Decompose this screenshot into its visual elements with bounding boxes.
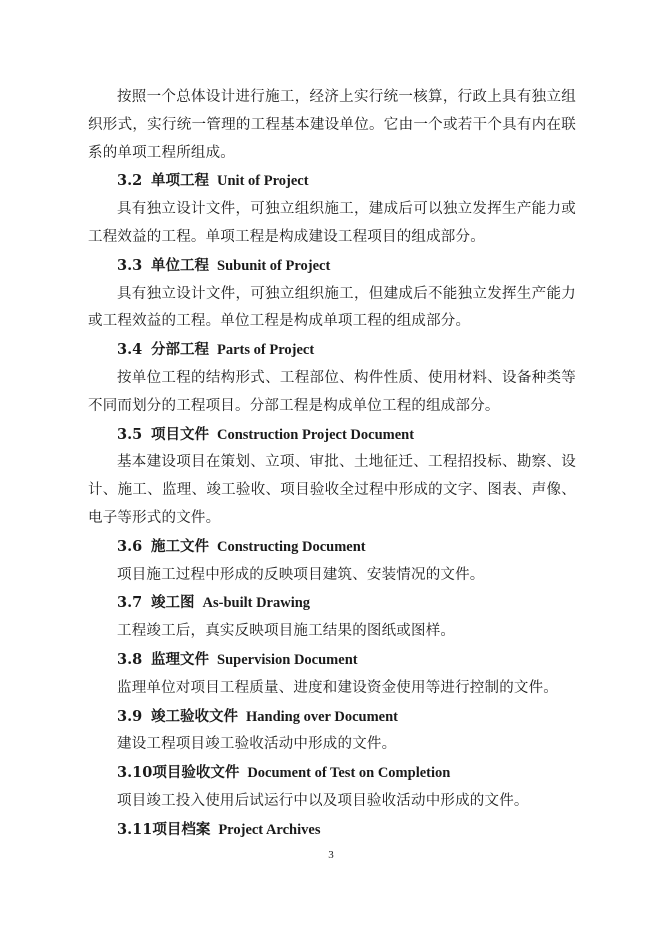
section-title-en: Document of Test on Completion	[247, 765, 451, 782]
section-heading	[88, 167, 576, 196]
document-body	[88, 84, 576, 845]
section-title-cn: 分部工程	[151, 341, 209, 359]
section-heading	[88, 421, 576, 450]
section-body: 工程竣工后，真实反映项目施工结果的图纸或图样。	[117, 623, 456, 640]
section-heading	[88, 533, 576, 562]
section-heading	[88, 589, 576, 618]
section-title-cn: 项目验收文件	[152, 764, 240, 782]
section-body: 按单位工程的结构形式、工程部位、构件性质、使用材料、设备种类等不同而划分的工程项目。分部工程是构成单位工程的组成部分。	[88, 369, 576, 414]
section-title-en: Constructing Document	[217, 538, 366, 555]
section-heading	[88, 816, 576, 845]
section-title-cn: 施工文件	[151, 537, 209, 555]
section-title-en: Construction Project Document	[217, 426, 415, 443]
section-number: 3.4	[117, 341, 143, 359]
section-title-en: Supervision Document	[217, 651, 358, 668]
section-title-en: Subunit of Project	[217, 257, 331, 274]
section-body: 项目竣工投入使用后试运行中以及项目验收活动中形成的文件。	[117, 792, 529, 809]
section-title-cn: 项目文件	[151, 425, 209, 443]
section-number: 3.5	[117, 425, 143, 443]
section-title-en: Handing over Document	[246, 708, 398, 725]
section-title-cn: 竣工图	[151, 594, 195, 612]
section-3-10	[88, 759, 576, 816]
section-title-en: As-built Drawing	[202, 595, 311, 612]
section-title-en: Unit of Project	[217, 173, 309, 190]
section-body: 具有独立设计文件，可独立组织施工，建成后可以独立发挥生产能力或工程效益的工程。单项工程是构成建设工程项目的组成部分。	[88, 201, 576, 245]
section-3-7	[88, 589, 576, 646]
section-number: 3.2	[117, 172, 143, 190]
intro-paragraph: 按照一个总体设计进行施工，经济上实行统一核算，行政上具有独立组织形式，实行统一管理的工程基本建设单位。它由一个或若干个具有内在联系的单项工程所组成。	[88, 89, 576, 161]
section-number: 3.3	[117, 256, 143, 274]
section-3-2	[88, 167, 576, 251]
section-3-4	[88, 336, 576, 420]
section-3-5	[88, 421, 576, 533]
section-body: 建设工程项目竣工验收活动中形成的文件。	[117, 736, 397, 753]
section-3-8	[88, 646, 576, 703]
section-body: 基本建设项目在策划、立项、审批、土地征迁、工程招投标、勘察、设计、施工、监理、竣工验收、项目验收全过程中形成的文字、图表、声像、电子等形式的文件。	[88, 454, 576, 526]
section-body: 监理单位对项目工程质量、进度和建设资金使用等进行控制的文件。	[117, 679, 558, 696]
section-heading	[88, 646, 576, 675]
section-body: 项目施工过程中形成的反映项目建筑、安装情况的文件。	[117, 566, 485, 583]
section-title-cn: 单项工程	[151, 172, 209, 190]
section-number: 3.10	[117, 764, 153, 782]
section-3-9	[88, 703, 576, 760]
section-number: 3.8	[117, 650, 143, 668]
section-heading	[88, 703, 576, 732]
section-number: 3.6	[117, 537, 143, 555]
page-number: 3	[328, 849, 334, 861]
section-number: 3.11	[117, 820, 153, 838]
section-title-cn: 监理文件	[151, 650, 209, 668]
section-3-11	[88, 816, 576, 845]
section-heading	[88, 252, 576, 281]
section-3-6	[88, 533, 576, 590]
section-number: 3.7	[117, 594, 143, 612]
section-title-cn: 项目档案	[152, 820, 211, 838]
section-number: 3.9	[117, 707, 143, 725]
section-title-cn: 竣工验收文件	[151, 707, 238, 725]
section-body: 具有独立设计文件，可独立组织施工，但建成后不能独立发挥生产能力或工程效益的工程。单位工程是构成单项工程的组成部分。	[88, 285, 576, 330]
section-title-en: Parts of Project	[217, 342, 315, 359]
section-heading	[88, 759, 576, 788]
section-title-en: Project Archives	[218, 821, 321, 838]
section-3-3	[88, 252, 576, 336]
section-heading	[88, 336, 576, 365]
section-title-cn: 单位工程	[151, 256, 209, 274]
